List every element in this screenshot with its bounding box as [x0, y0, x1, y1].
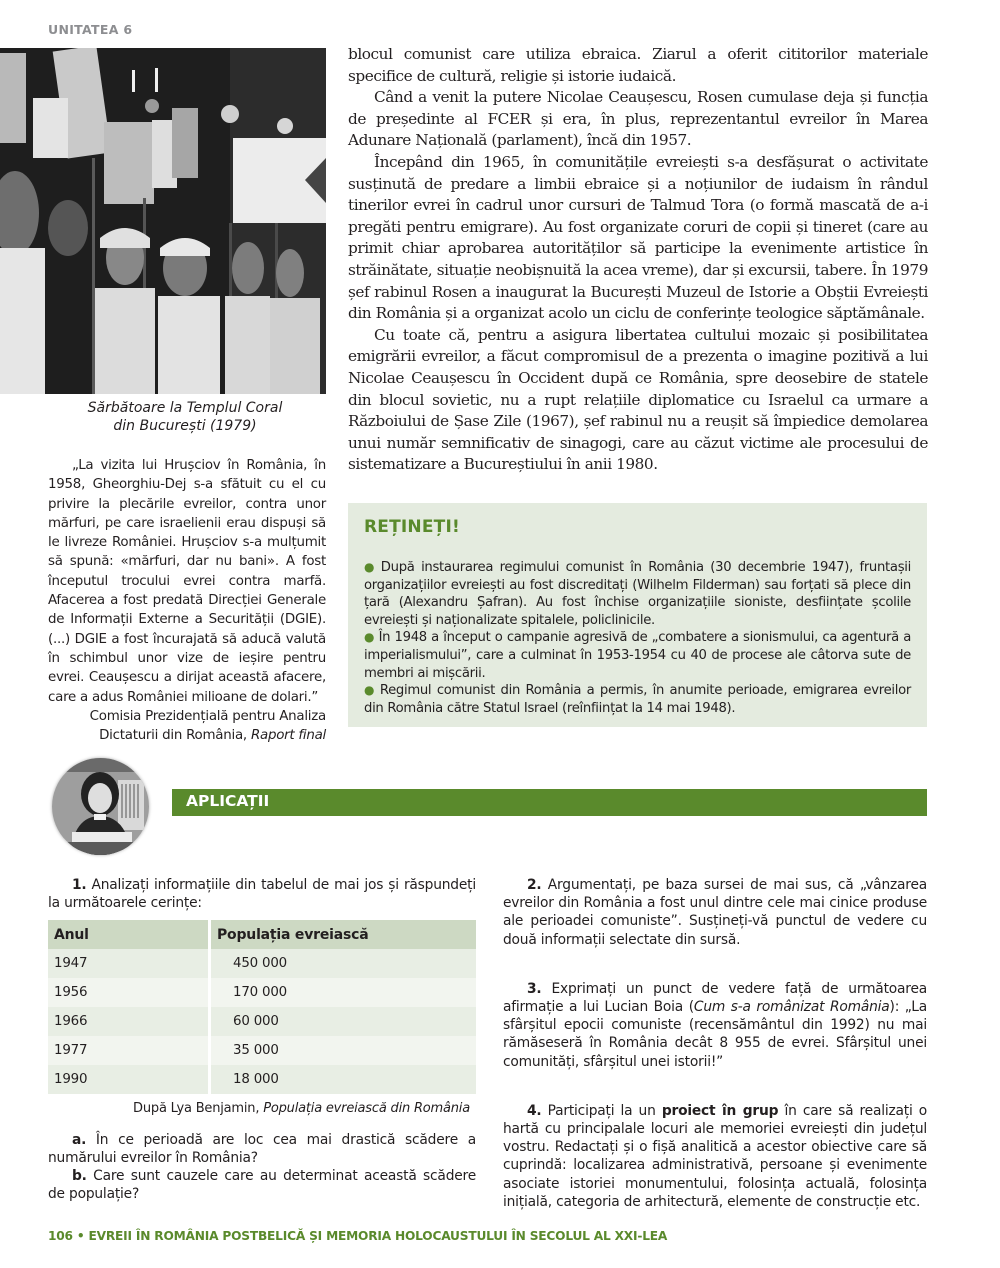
table-source	[48, 1100, 470, 1118]
population-table	[45, 920, 479, 1094]
quote-source-line-2	[48, 726, 326, 745]
bullet-icon: ●	[364, 683, 376, 698]
retineti-item	[364, 629, 911, 682]
subquestion-text: În ce perioadă are loc cea mai drastică scădere a numărului evreilor în România?	[48, 1131, 476, 1166]
paragraph: Când a venit la putere Nicolae Ceaușescu, Rosen cumulase deja și funcția de președinte al FCER și era, în plus, reprezentantul evreilor în Marea Adunare Națională (parlament), încă din 1957.	[348, 88, 928, 150]
table-row	[48, 978, 476, 1007]
exercise-column-left	[48, 876, 476, 1203]
avatar	[52, 758, 149, 855]
subquestion-text: Care sunt cauzele care au determinat această scădere de populație?	[48, 1168, 476, 1203]
quote-text: „La vizita lui Hrușciov în România, în 1958, Gheorghiu-Dej s-a sfătuit cu el cu privire la plecările evreilor, contra unor mărfuri, pe care israelienii erau dispuși să le livreze României. Hrușciov s-a mulțumit să spună: «mărfuri, dar nu bani». A fost începutul trocului evrei contra marfă. Afacerea a fost predată Direcției Generale de Informații Externe a Securității (DGIE). (...) DGIE a fost încurajată să aducă valută în schimbul unor vize de ieșire pentru evrei. Ceaușescu a dirijat această afacere, care a adus României milioane de dolari.”	[48, 458, 326, 705]
exercise-text: Analizați informațiile din tabelul de mai jos și răspundeți la următoarele cerințe:	[48, 877, 476, 912]
exercise-3	[503, 980, 927, 1071]
table-header-population: Populația evreiască	[211, 920, 476, 949]
paragraph: Începând din 1965, în comunitățile evreiești s-a desfășurat o activitate susținută de predare a limbii ebraice și a noțiunilor de iudaism în rândul tinerilor evrei în cadrul unor cursuri de Talmud Tora (o formă mascată de a-i pregăti pentru emigrare). Au fost organizate coruri de copii și tineret (care au primit chiar aprobarea autorităților să participe la evenimente artistice în străinătate, situație neobișnuită la acea vreme), dar și excursii, tabere. În 1979 șef rabinul Rosen a inaugurat la București Muzeul de Istorie a Obștii Evreiești din România și a organizat acolo un ciclu de conferințe teologice săptămânale.	[348, 152, 928, 323]
table-row	[48, 1007, 476, 1036]
book-title: Cum s-a românizat România	[693, 999, 890, 1016]
retineti-item-text: Regimul comunist din România a permis, în anumite perioade, emigrarea evreilor din România către Statul Israel (reînființat la 14 mai 1948).	[364, 683, 912, 716]
photo-caption	[40, 399, 330, 435]
quote-source-title: Raport final	[250, 728, 326, 744]
page-footer: 106 • EVREII ÎN ROMÂNIA POSTBELICĂ ȘI MEMORIA HOLOCAUSTULUI ÎN SECOLUL AL XXI-LEA	[48, 1229, 668, 1243]
table-cell-year: 1977	[48, 1036, 208, 1065]
paragraph: Cu toate că, pentru a asigura libertatea cultului mozaic și posibilitatea emigrării evreilor, a făcut compromisul de a prezenta o imagine pozitivă a lui Nicolae Ceaușescu în Occident după ce România, spre deosebire de statele din blocul sovietic, nu a rupt relațiile diplomatice cu Israelul ca urmare a Războiului de Șase Zile (1967), șef rabinul nu a reușit să împiedice demolarea unui număr semnificativ de sinagogi, care au căzut victime ale procesului de sistematizare a Bucureștiului în anii 1980.	[348, 325, 928, 474]
caption-line-2: din București (1979)	[113, 418, 257, 434]
table-cell-population: 450 000	[211, 949, 476, 978]
exercise-1a	[48, 1131, 476, 1167]
aplicatii-banner	[172, 789, 927, 816]
quote-source-author: Dictaturii din România,	[99, 728, 247, 744]
table-cell-population: 170 000	[211, 978, 476, 1007]
table-source-title: Populația evreiască din România	[263, 1101, 470, 1117]
main-article-text	[348, 44, 928, 476]
unit-label: UNITATEA 6	[48, 22, 133, 37]
table-row	[48, 1036, 476, 1065]
children-procession-icon	[0, 48, 326, 394]
retineti-list	[364, 559, 911, 717]
quote-source-line-1: Comisia Prezidențială pentru Analiza	[89, 708, 326, 724]
table-cell-year: 1956	[48, 978, 208, 1007]
exercise-text: Exprimați un punct de vedere față de următoarea afirmație a lui Lucian Boia (	[503, 980, 927, 1016]
exercise-text: în care să realizați o hartă cu principalale locuri ale memoriei evreiești din județul vostru. Redactați și o fișă analitică a acestor obiective care să cuprindă: localizarea administrativă, persoane și evenimente asociate istoriei monumentului, folosința actuală, folosința inițială, categoria de arhitectură, elemente de construcție etc.	[503, 1102, 927, 1210]
exercise-number: 4.	[527, 1102, 542, 1119]
exercise-number: 1.	[72, 877, 87, 893]
exercise-text: ): „La sfârșitul epocii comuniste (recensământul din 1992) nu mai rămăseseră în România decât 8 955 de evrei. Sfârșitul unei comunități, sfârșitul unei istorii!”	[503, 999, 928, 1070]
bullet-icon: ●	[364, 560, 377, 574]
table-row	[48, 1065, 476, 1094]
photo-children-procession	[0, 48, 326, 394]
retineti-item	[364, 559, 911, 629]
aplicatii-title: APLICAȚII	[186, 792, 270, 810]
table-cell-population: 60 000	[211, 1007, 476, 1036]
subquestion-label: b.	[72, 1168, 87, 1185]
table-header-year: Anul	[48, 920, 208, 949]
retineti-item	[364, 682, 911, 717]
retineti-box	[348, 503, 927, 727]
table-cell-year: 1966	[48, 1007, 208, 1036]
table-cell-population: 35 000	[211, 1036, 476, 1065]
exercise-1b	[48, 1167, 476, 1203]
paragraph: blocul comunist care utiliza ebraica. Ziarul a oferit cititorilor materiale specifice de cultură, religie și istorie iudaică.	[348, 45, 928, 85]
table-row	[48, 949, 476, 978]
subquestion-label: a.	[72, 1131, 87, 1148]
exercise-text: Argumentați, pe baza sursei de mai sus, că „vânzarea evreilor din România a fost unul dintre cele mai cinice produse ale perioadei comuniste”. Susțineți-vă punctul de vedere cu două informații selectate din sursă.	[503, 877, 927, 948]
table-source-author: După Lya Benjamin,	[133, 1101, 260, 1117]
exercise-number: 2.	[527, 877, 542, 893]
bullet-icon: ●	[364, 630, 375, 645]
caption-line-1: Sărbătoare la Templul Coral	[87, 400, 283, 416]
exercise-4	[503, 1102, 927, 1211]
table-cell-population: 18 000	[211, 1065, 476, 1094]
student-writing-icon	[52, 758, 149, 855]
retineti-item-text: În 1948 a început o campanie agresivă de „combatere a sionismului, ca agentură a imperialismului”, care a culminat în 1953-1954 cu 40 de procese ale câtorva sute de membri ai mișcării.	[364, 630, 911, 681]
exercise-2	[503, 876, 927, 949]
retineti-item-text: După instaurarea regimului comunist în România (30 decembrie 1947), fruntașii organizațiilor evreiești au fost discreditați (Wilhelm Filderman) sau forțati să plece din țară (Alexandru Șafran). Au fost închise organizațiile sioniste, desființate școlile evreiești și naționalizate spitalele, policlinicile.	[364, 560, 912, 628]
exercise-emphasis: proiect în grup	[661, 1102, 779, 1119]
table-cell-year: 1990	[48, 1065, 208, 1094]
retineti-title: REȚINEȚI!	[364, 517, 460, 537]
exercise-1	[48, 876, 476, 912]
table-cell-year: 1947	[48, 949, 208, 978]
exercise-text: Participați la un	[541, 1102, 662, 1119]
exercise-column-right	[503, 876, 927, 1242]
source-quote	[48, 456, 326, 745]
exercise-number: 3.	[527, 980, 542, 997]
table-header-row	[48, 920, 476, 949]
